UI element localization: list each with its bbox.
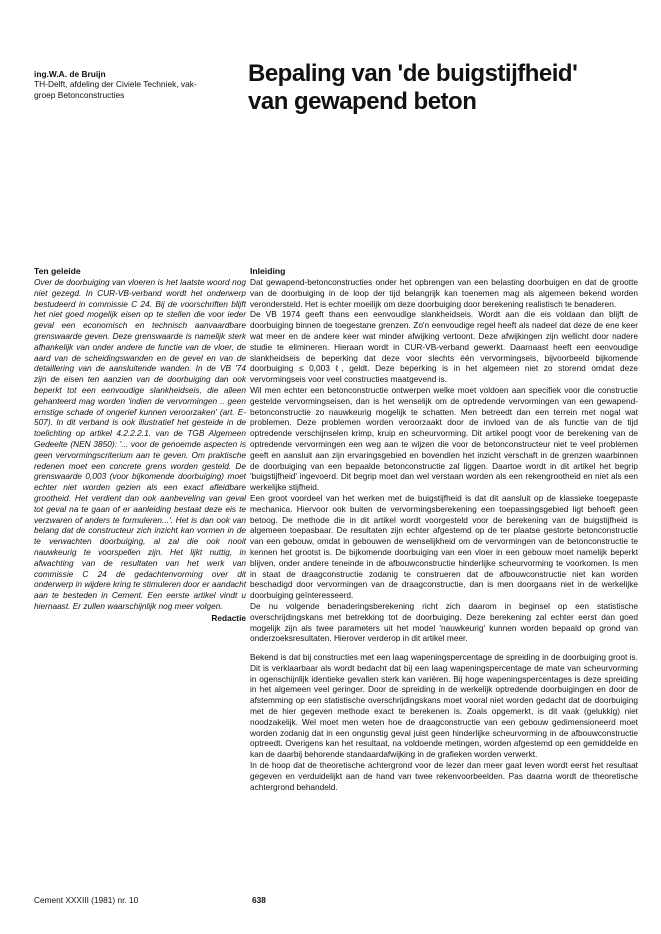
article-body xyxy=(250,266,638,792)
page-number: 638 xyxy=(252,895,266,905)
sidebar-heading: Ten geleide xyxy=(34,266,81,276)
author-affiliation-2: groep Betonconstructies xyxy=(34,89,125,100)
paragraph: De VB 1974 geeft thans een eenvoudige slankheidseis. Wordt aan die eis voldaan dan blijft de doorbuiging binnen de toegestane grenzen. Zo'n eenvoudige regel heeft als nadeel dat deze de ene keer wat meer en de andere keer wat minder afwijking vertoont. Deze afwijkingen zijn wellicht door nadere studie te elimineren. Hieraan wordt in CUR-VB-verband gewerkt. Daarnaast heeft een eenvoudige slankheidseis de beperking dat deze voor slechts één vervormingseis, bijvoorbeeld bijkomende doorbuiging ≤ 0,003 ℓ, geldt. Deze beperking is in het algemeen niet zo storend omdat deze vervormingseis voor veel constructies maatgevend is. xyxy=(250,309,638,385)
paragraph: De nu volgende benaderingsberekening richt zich daarom in beginsel op een statistische overschrijdingskans met betrekking tot de doorbuiging. Deze berekening zal echter eerst dan goed mogelijk zijn als twee parameters uit het model 'nauwkeurig' kunnen worden bepaald op grond van onderzoeksresultaten. Hierover verderop in dit artikel meer. xyxy=(250,600,638,644)
journal-footer: Cement XXXIII (1981) nr. 10 xyxy=(34,895,139,905)
section-heading: Inleiding xyxy=(250,266,286,276)
title-line-1: Bepaling van 'de buigstijfheid' xyxy=(248,60,578,87)
paragraph: Dat gewapend-betonconstructies onder het opbrengen van een belasting doorbuigen en dat de grootte van de doorbuiging in de loop der tijd belangrijk kan toenemen mag als algemeen bekend worden verondersteld. Het is echter moeilijk om deze doorbuiging door berekening realistisch te benaderen. xyxy=(250,277,638,309)
sidebar-signature: Redactie xyxy=(211,612,246,623)
author-affiliation-1: TH-Delft, afdeling der Civiele Techniek, vak- xyxy=(34,79,197,90)
paragraph: Bekend is dat bij constructies met een laag wapeningspercentage de spreiding in de doorbuiging groot is. Dit is verklaarbaar als wordt bedacht dat bij een laag wapeningspercentage de mate van scheurvorming in ogenschijnlijk identieke gevallen sterk kan variëren. Bij hoge wapeningspercentages is deze spreiding in het algemeen veel geringer. Door de spreiding in de werkelijk optredende doorbuigingen en door de afstemming op een statistische overschrijdingskans moet vooral niet worden gedacht dat de doorbuiging met de hier gegeven methode exact te berekenen is. Zoals opgemerkt, is dit vaak (gelukkig) niet noodzakelijk. Wel moet men weten hoe de draagconstructie van een gebouw gedimensioneerd moet worden zodanig dat in een ongunstig geval juist geen hinderlijke scheurvorming in de afbouwconstructie optreedt. Overigens kan het resultaat, na voldoende metingen, worden afgestemd op een gemiddelde en kan de daarbij behorende standaardafwijking in de grafieken worden verwerkt. xyxy=(250,652,638,760)
paragraph: Een groot voordeel van het werken met de buigstijfheid is dat dit aansluit op de klassieke toegepaste mechanica. Hiervoor ook buiten de vervormingsberekening een toepassingsgebied ligt behoeft geen betoog. De methode die in dit artikel wordt voorgesteld voor de berekening van de buigstijfheid is algemeen toepasbaar. De resultaten zijn echter afgestemd op de ter plaatse gestorte betonconstructie van een gebouw, omdat in gebouwen de wenselijkheid om de vervormingen van de betonconstructie te kennen het grootst is. De bijkomende doorbuiging van een vloer in een gebouw moet namelijk beperkt blijven, onder andere teneinde in de afbouwconstructie hinderlijke scheurvorming te voorkomen. Is men in staat de draagconstructie zodanig te construeren dat de afbouwconstructie niet kan worden beschadigd door vervormingen van de draagconstructie, dan is men doorgaans niet in de werkelijke doorbuiging geïnteresseerd. xyxy=(250,492,638,601)
article-title xyxy=(248,60,648,116)
author-block xyxy=(34,69,244,100)
title-line-2: van gewapend beton xyxy=(248,88,477,115)
paragraph: In de hoop dat de theoretische achtergrond voor de lezer dan meer gaat leven wordt eerst het resultaat gegeven en verduidelijkt aan de hand van twee rekenvoorbeelden. Pas daarna wordt de theoretische achtergrond behandeld. xyxy=(250,760,638,792)
sidebar-text: Over de doorbuiging van vloeren is het laatste woord nog niet gezegd. In CUR-VB-verband wordt het onderwerp bestudeerd in commissie C 24. Bij de voorschriften blijft het niet goed mogelijk eisen op te stellen die voor ieder geval een economisch en technisch aanvaardbare grenswaarde geven. Deze grenswaarde is namelijk sterk afhankelijk van onder andere de functie van de vloer, de aard van de scheidingswanden en de gevel en van de detaillering van de aansluitende wanden. In de VB '74 zijn de eisen ten aanzien van de doorbuiging dan ook beperkt tot een eenvoudige slankheidseis, die alleen gehanteerd mag worden 'indien de vervormingen .. geen ernstige schade of ongerief kunnen veroorzaken' (art. E-507). In dit verband is ook illustratief het gesteide in de toelichting op artikel 4.2.2.2.1. van de TGB Algemeen Gedeelte (NEN 3850): '... voor de genoemde aspecten is geen vervormingscriterium aan te geven. Om praktische redenen moet een concrete grens worden gesteld. De grenswaarde 0,003 (voor bijkomende doorbuiging) moet echter niet worden gezien als een exact afleidbare grootheid. Het verdient dan ook aanbeveling van geval tot geval na te gaan of er aanleiding bestaat deze eis te verzwaren of anders te formuleren...'. Het is dan ook van belang dat de constructeur zich inzicht kan vormen in de te verwachten doorbuiging, al zal die ook nooit nauwkeurig te voorspellen zijn. Het lijkt nuttig, in afwachting van de resultaten van het werk van commissie C 24 de gedachtenvorming over dit onderwerp in wijdere kring te stimuleren door er aandacht aan te besteden in Cement. Een eerste artikel vindt u hiernaast. Er zullen waarschijnlijk nog meer volgen. xyxy=(34,277,246,611)
author-name: ing.W.A. de Bruijn xyxy=(34,69,106,79)
editorial-sidebar xyxy=(34,266,246,624)
paragraph: Wil men echter een betonconstructie ontwerpen welke moet voldoen aan specifiek voor die constructie gestelde vervormingseisen, dan is het wenselijk om de optredende vervormingen van een gewapend-betonconstructie zo nauwkeurig mogelijk te schatten. Men betreedt dan een terrein met nogal wat problemen. Deze problemen worden veroorzaakt door de invloed van de als functie van de tijd optredende verschijnselen krimp, kruip en scheurvorming. Dit artikel poogt voor de berekening van de optredende vervormingen een weg aan te wijzen die voor de betonconstructeur niet te veel problemen geeft en aansluit aan zijn ervaringsgebied en bovendien het inzicht verschaft in de grenzen waarbinnen de doorbuiging van een bepaalde betonconstructie zal liggen. Daartoe wordt in dit artikel het begrip 'buigstijfheid' ingevoerd. Dit begrip moet dan wel verstaan worden als een rekengrootheid en niet als een werkelijke stijfheid. xyxy=(250,384,638,493)
